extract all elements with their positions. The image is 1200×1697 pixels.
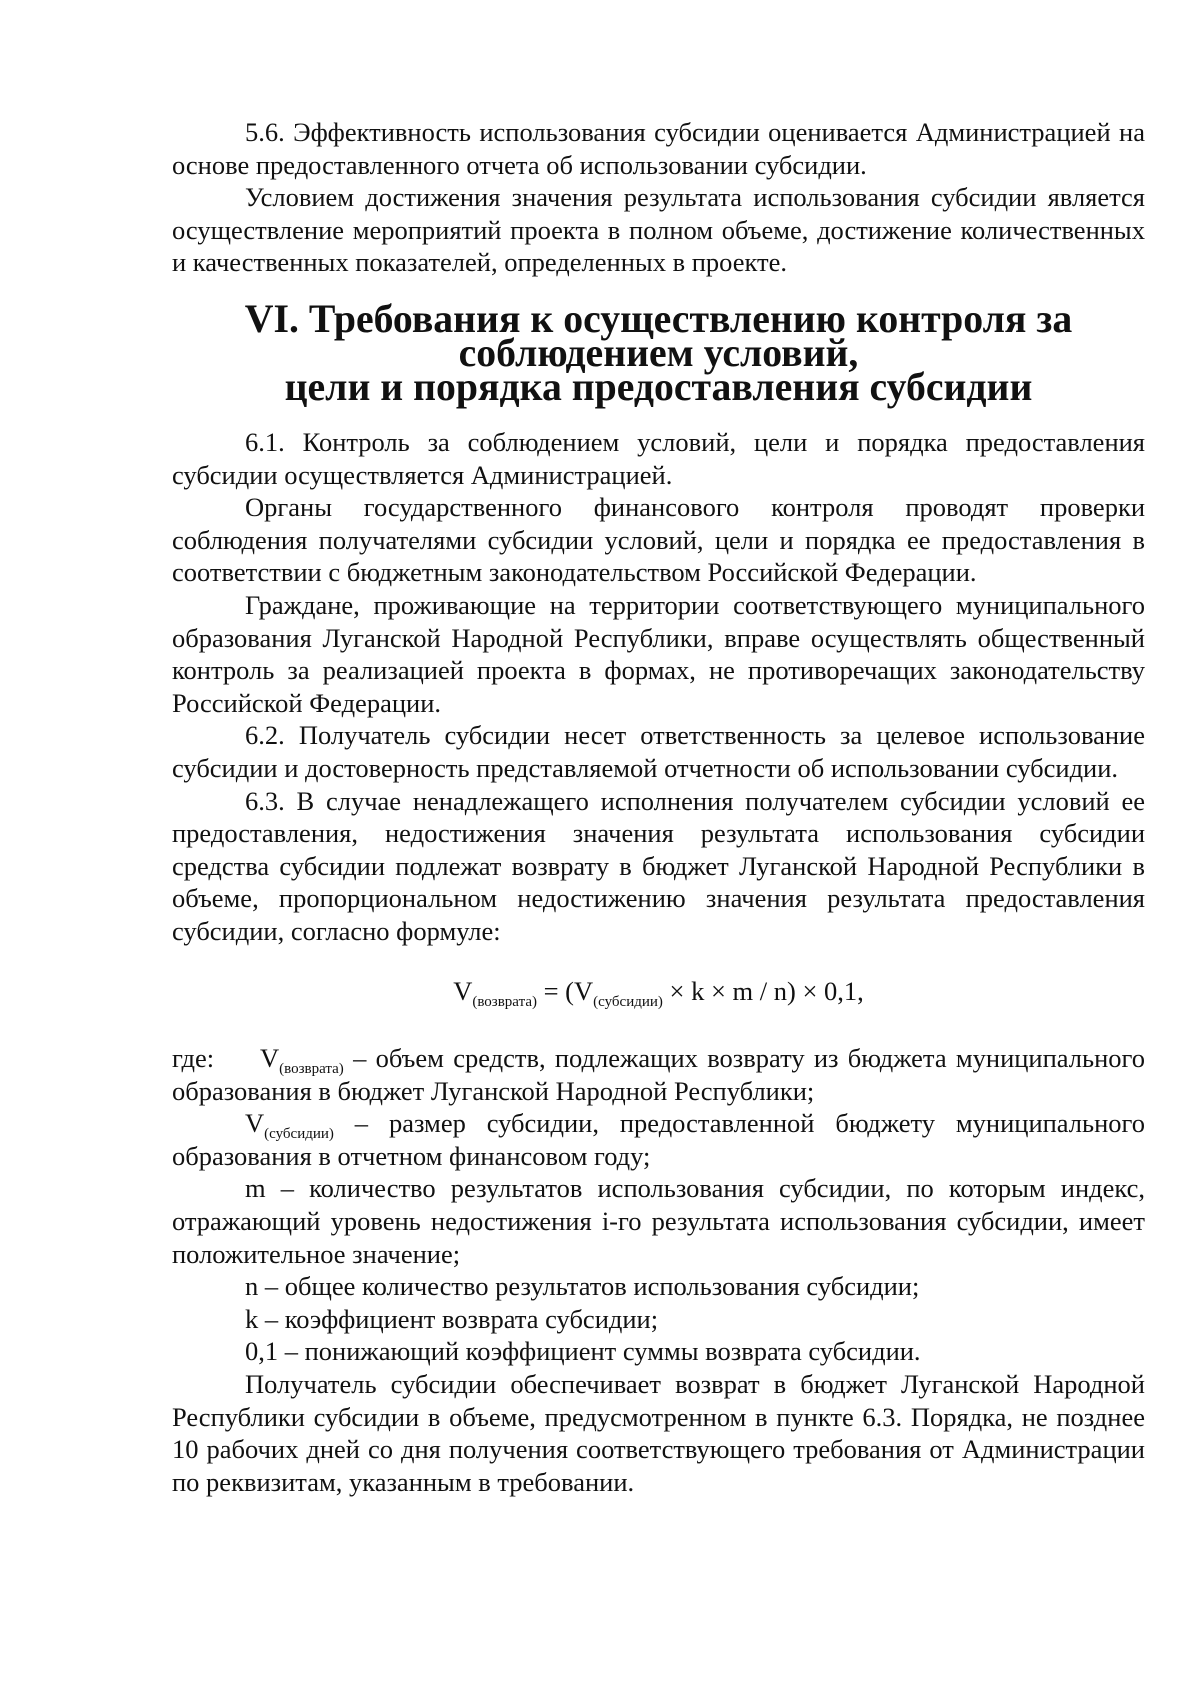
definition-v-subsidy-symbol: V xyxy=(245,1108,265,1139)
definition-v-return xyxy=(172,1042,1145,1107)
formula-v: V xyxy=(453,976,473,1007)
paragraph-return-obligation: Получатель субсидии обеспечивает возврат в бюджет Луганской Народной Республики субсидии в объеме, предусмотренном в пункте 6.3. Порядка, не позднее 10 рабочих дней со дня получения соответствующего требования от Администрации по реквизитам, указанным в требовании. xyxy=(172,1369,1145,1497)
definition-v-symbol: V xyxy=(260,1043,280,1074)
definition-n: n – общее количество результатов использования субсидии; xyxy=(245,1271,920,1302)
formula-equals: = (V xyxy=(536,976,594,1007)
formula-sub-return: (возврата) xyxy=(472,994,537,1011)
paragraph-6-1: 6.1. Контроль за соблюдением условий, цели и порядка предоставления субсидии осуществляется Администрацией. xyxy=(172,426,1145,490)
definition-v-subsidy-sub: (субсидии) xyxy=(264,1126,334,1143)
paragraph-5-6-condition: Условием достижения значения результата использования субсидии является осуществление мероприятий проекта в полном объеме, достижение количественных и качественных показателей, определенных в проекте. xyxy=(172,182,1145,278)
definition-where-label: где: xyxy=(172,1043,215,1074)
formula-sub-subsidy: (субсидии) xyxy=(593,994,663,1011)
definition-v-return-text: – объем средств, подлежащих возврату из бюджета муниципального образования в бюджет Луганской Народной Республики; xyxy=(172,1043,1145,1106)
definition-0-1: 0,1 – понижающий коэффициент суммы возврата субсидии. xyxy=(245,1336,921,1367)
paragraph-6-2: 6.2. Получатель субсидии несет ответственность за целевое использование субсидии и достоверность представляемой отчетности об использовании субсидии. xyxy=(172,720,1145,783)
return-formula xyxy=(172,947,1145,1042)
paragraph-5-6: 5.6. Эффективность использования субсидии оценивается Администрацией на основе предоставленного отчета об использовании субсидии. xyxy=(172,117,1145,180)
definition-k: k – коэффициент возврата субсидии; xyxy=(245,1303,659,1334)
paragraph-6-1-control-organs: Органы государственного финансового контроля проводят проверки соблюдения получателями субсидии условий, цели и порядка ее предоставления в соответствии с бюджетным законодательством Российской Федерации. xyxy=(172,492,1145,588)
definition-m: m – количество результатов использования субсидии, по которым индекс, отражающий уровень недостижения i-го результата использования субсидии, имеет положительное значение; xyxy=(172,1173,1145,1269)
section-title-line-1: VI. Требования к осуществлению контроля за соблюдением условий, xyxy=(244,296,1073,375)
definition-v-subsidy-text: – размер субсидии, предоставленной бюджету муниципального образования в отчетном финансовом году; xyxy=(172,1108,1145,1171)
definition-v-subsidy xyxy=(172,1107,1145,1172)
formula-rest: × k × m / n) × 0,1, xyxy=(662,976,864,1007)
document-body xyxy=(172,116,1145,1498)
section-title xyxy=(172,279,1145,426)
paragraph-6-3: 6.3. В случае ненадлежащего исполнения получателем субсидии условий ее предоставления, недостижения значения результата использования субсидии средства субсидии подлежат возврату в бюджет Луганской Народной Республики в объеме, пропорциональном недостижению значения результата предоставления субсидии, согласно формуле: xyxy=(172,785,1145,946)
definition-v-return-sub: (возврата) xyxy=(279,1061,344,1078)
section-title-line-2: цели и порядка предоставления субсидии xyxy=(284,364,1033,409)
paragraph-6-1-citizens: Граждане, проживающие на территории соответствующего муниципального образования Луганской Народной Республики, вправе осуществлять общественный контроль за реализацией проекта в формах, не противоречащих законодательству Российской Федерации. xyxy=(172,589,1145,718)
